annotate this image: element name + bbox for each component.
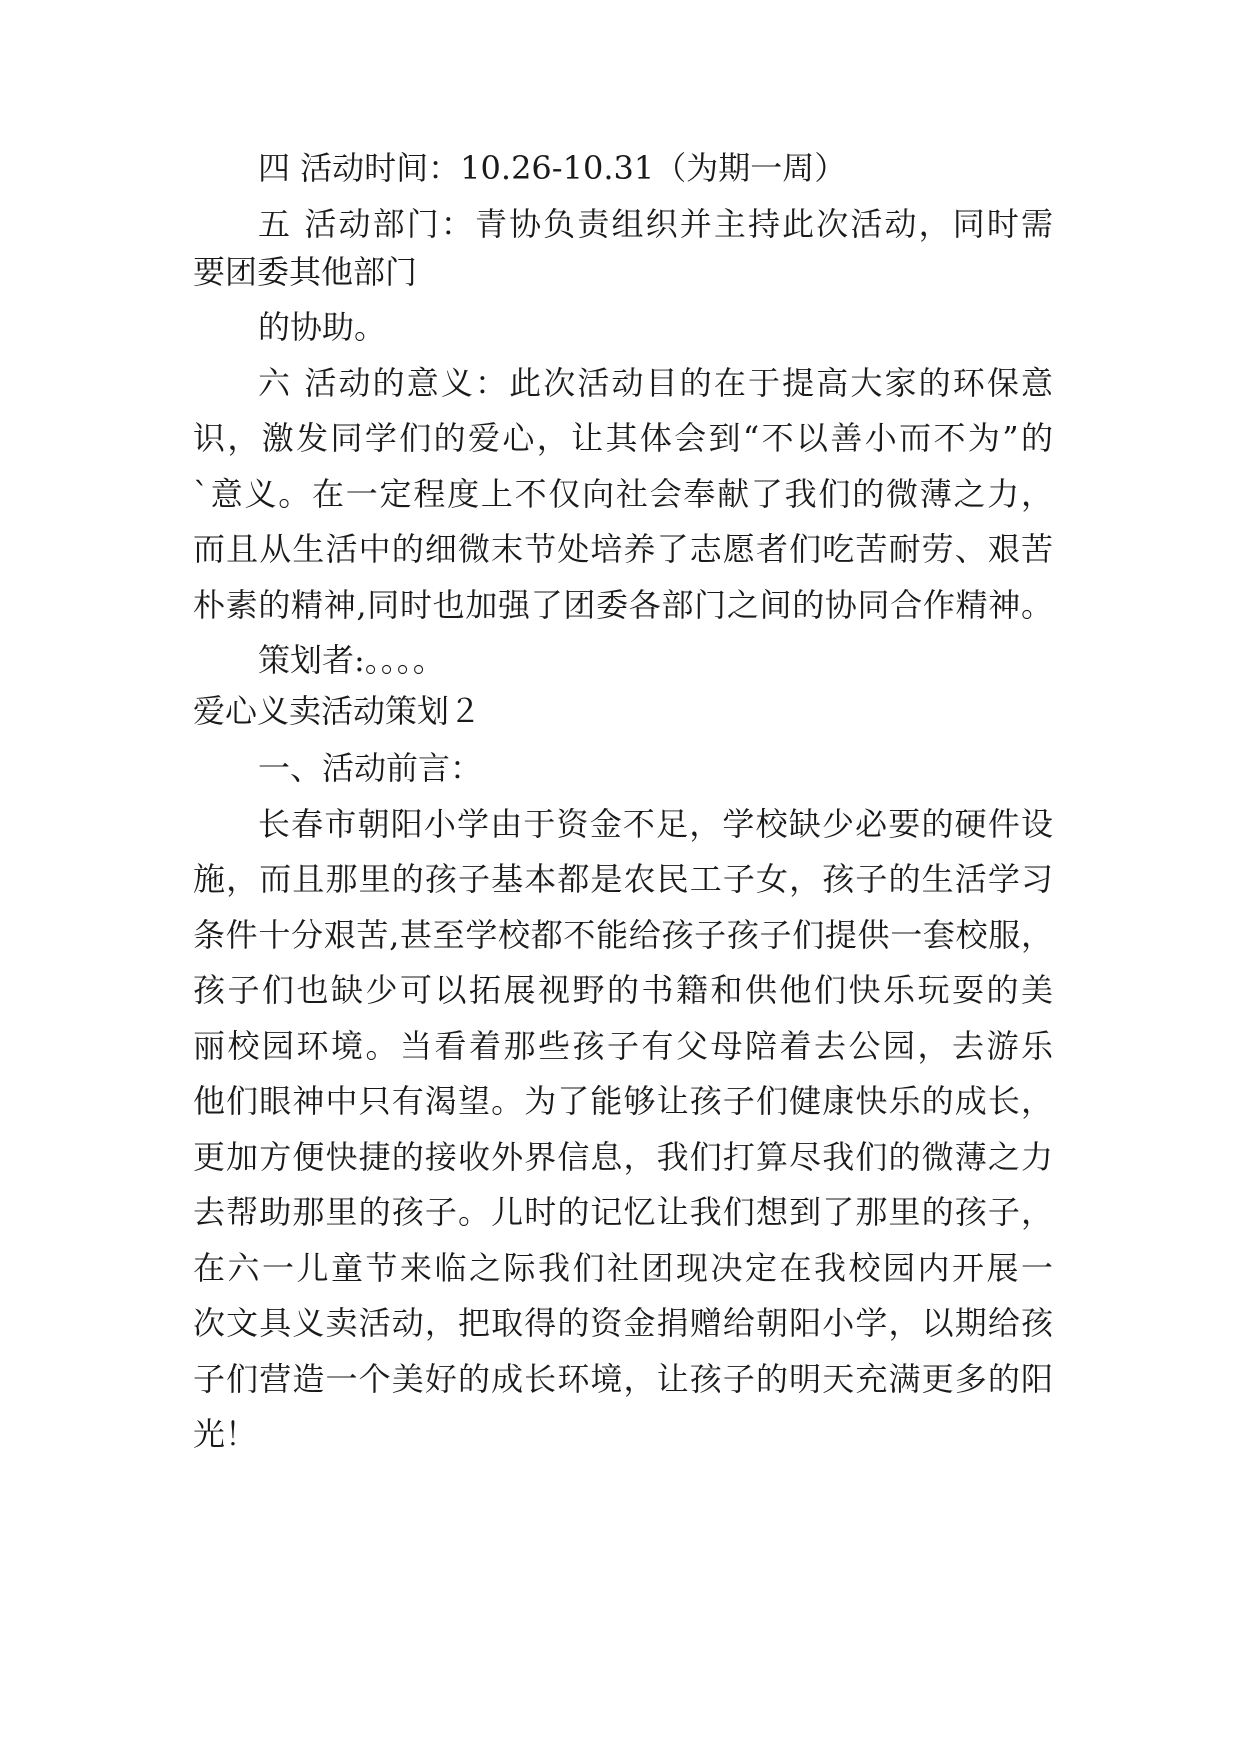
section-heading: 爱心义卖活动策划２ [193, 692, 482, 730]
text-line: 六 活动的意义：此次活动目的在于提高大家的环保意 [258, 364, 1053, 402]
text-line: 条件十分艰苦,甚至学校都不能给孩子孩子们提供一套校服， [193, 916, 1053, 954]
text-line: 光！ [193, 1415, 258, 1453]
text-line: 识，激发同学们的爱心，让其体会到“不以善小而不为”的 [193, 419, 1053, 457]
text-line: 去帮助那里的孩子。儿时的记忆让我们想到了那里的孩子， [193, 1193, 1053, 1231]
text-line: 要团委其他部门 [193, 253, 418, 291]
text-line: 孩子们也缺少可以拓展视野的书籍和供他们快乐玩耍的美 [193, 971, 1053, 1009]
text-line: 子们营造一个美好的成长环境，让孩子的明天充满更多的阳 [193, 1360, 1053, 1398]
text-line: 在六一儿童节来临之际我们社团现决定在我校园内开展一 [193, 1249, 1053, 1287]
text-line: 一、活动前言： [258, 749, 483, 787]
text-line: 四 活动时间：10.26-10.31（为期一周） [258, 149, 847, 187]
text-line: 次文具义卖活动，把取得的资金捐赠给朝阳小学，以期给孩 [193, 1304, 1053, 1342]
text-line: 朴素的精神,同时也加强了团委各部门之间的协同合作精神。 [193, 586, 1053, 624]
text-line: 他们眼神中只有渴望。为了能够让孩子们健康快乐的成长， [193, 1082, 1053, 1120]
text-line: 更加方便快捷的接收外界信息，我们打算尽我们的微薄之力 [193, 1138, 1053, 1176]
text-line: 施，而且那里的孩子基本都是农民工子女，孩子的生活学习 [193, 860, 1053, 898]
text-line: 五 活动部门：青协负责组织并主持此次活动，同时需 [258, 205, 1053, 243]
text-line: 而且从生活中的细微末节处培养了志愿者们吃苦耐劳、艰苦 [193, 530, 1053, 568]
text-line: 的协助。 [258, 308, 387, 346]
text-line: 长春市朝阳小学由于资金不足，学校缺少必要的硬件设 [258, 805, 1053, 843]
text-line: `意义。在一定程度上不仅向社会奉献了我们的微薄之力， [193, 475, 1053, 513]
text-line: 丽校园环境。当看着那些孩子有父母陪着去公园，去游乐 [193, 1027, 1053, 1065]
text-line: 策划者:。。。。 [258, 641, 445, 679]
